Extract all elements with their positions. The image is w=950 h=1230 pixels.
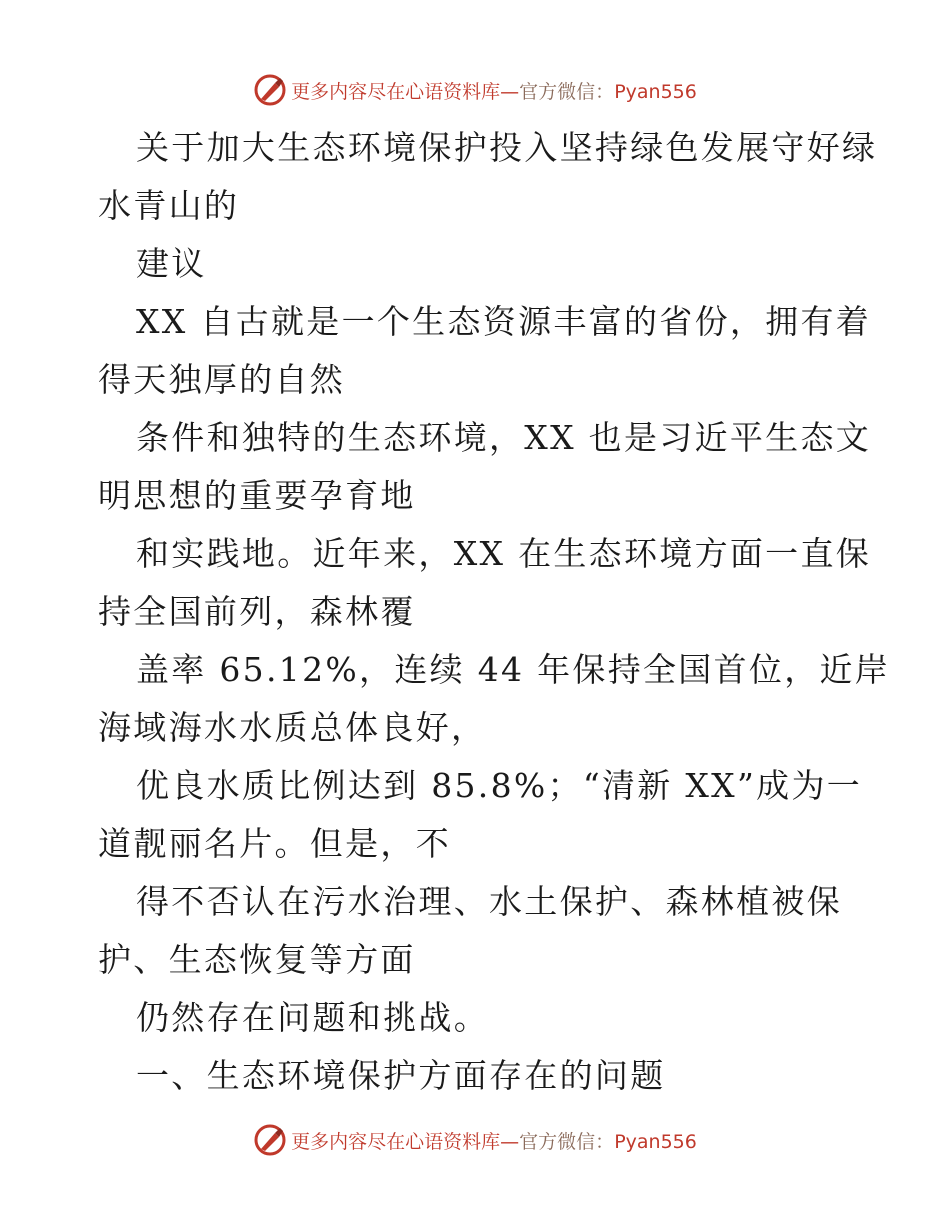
document-line: XX 自古就是一个生态资源丰富的省份，拥有着 (136, 302, 872, 341)
document-line: 水青山的 (98, 186, 240, 225)
document-line: 仍然存在问题和挑战。 (136, 998, 489, 1037)
document-line: 建议 (136, 244, 207, 283)
document-line: 道靓丽名片。但是，不 (98, 824, 451, 863)
document-line: 条件和独特的生态环境，XX 也是习近平生态文 (136, 418, 872, 457)
document-line: 盖率 65.12%，连续 44 年保持全国首位，近岸 (136, 650, 891, 689)
document-line: 优良水质比例达到 85.8%；“清新 XX”成为一 (136, 766, 863, 805)
document-line: 明思想的重要孕育地 (98, 476, 416, 515)
pen-logo-icon (253, 1123, 287, 1157)
document-body (98, 119, 891, 1105)
footer-banner-text: 更多内容尽在心语资料库—官方微信：Pyan556 (291, 1130, 697, 1153)
document-line: 关于加大生态环境保护投入坚持绿色发展守好绿 (136, 128, 878, 167)
header-watermark-banner (0, 70, 950, 110)
document-line: 持全国前列，森林覆 (98, 592, 416, 631)
document-line: 一、生态环境保护方面存在的问题 (136, 1056, 666, 1095)
document-line: 和实践地。近年来，XX 在生态环境方面一直保 (136, 534, 872, 573)
header-banner-text: 更多内容尽在心语资料库—官方微信：Pyan556 (291, 80, 697, 103)
pen-logo-icon (253, 73, 287, 107)
document-line: 海域海水水质总体良好， (98, 708, 487, 747)
footer-watermark-banner (0, 1120, 950, 1160)
document-line: 护、生态恢复等方面 (98, 940, 416, 979)
document-line: 得不否认在污水治理、水土保护、森林植被保 (136, 882, 842, 921)
document-line: 得天独厚的自然 (98, 360, 346, 399)
